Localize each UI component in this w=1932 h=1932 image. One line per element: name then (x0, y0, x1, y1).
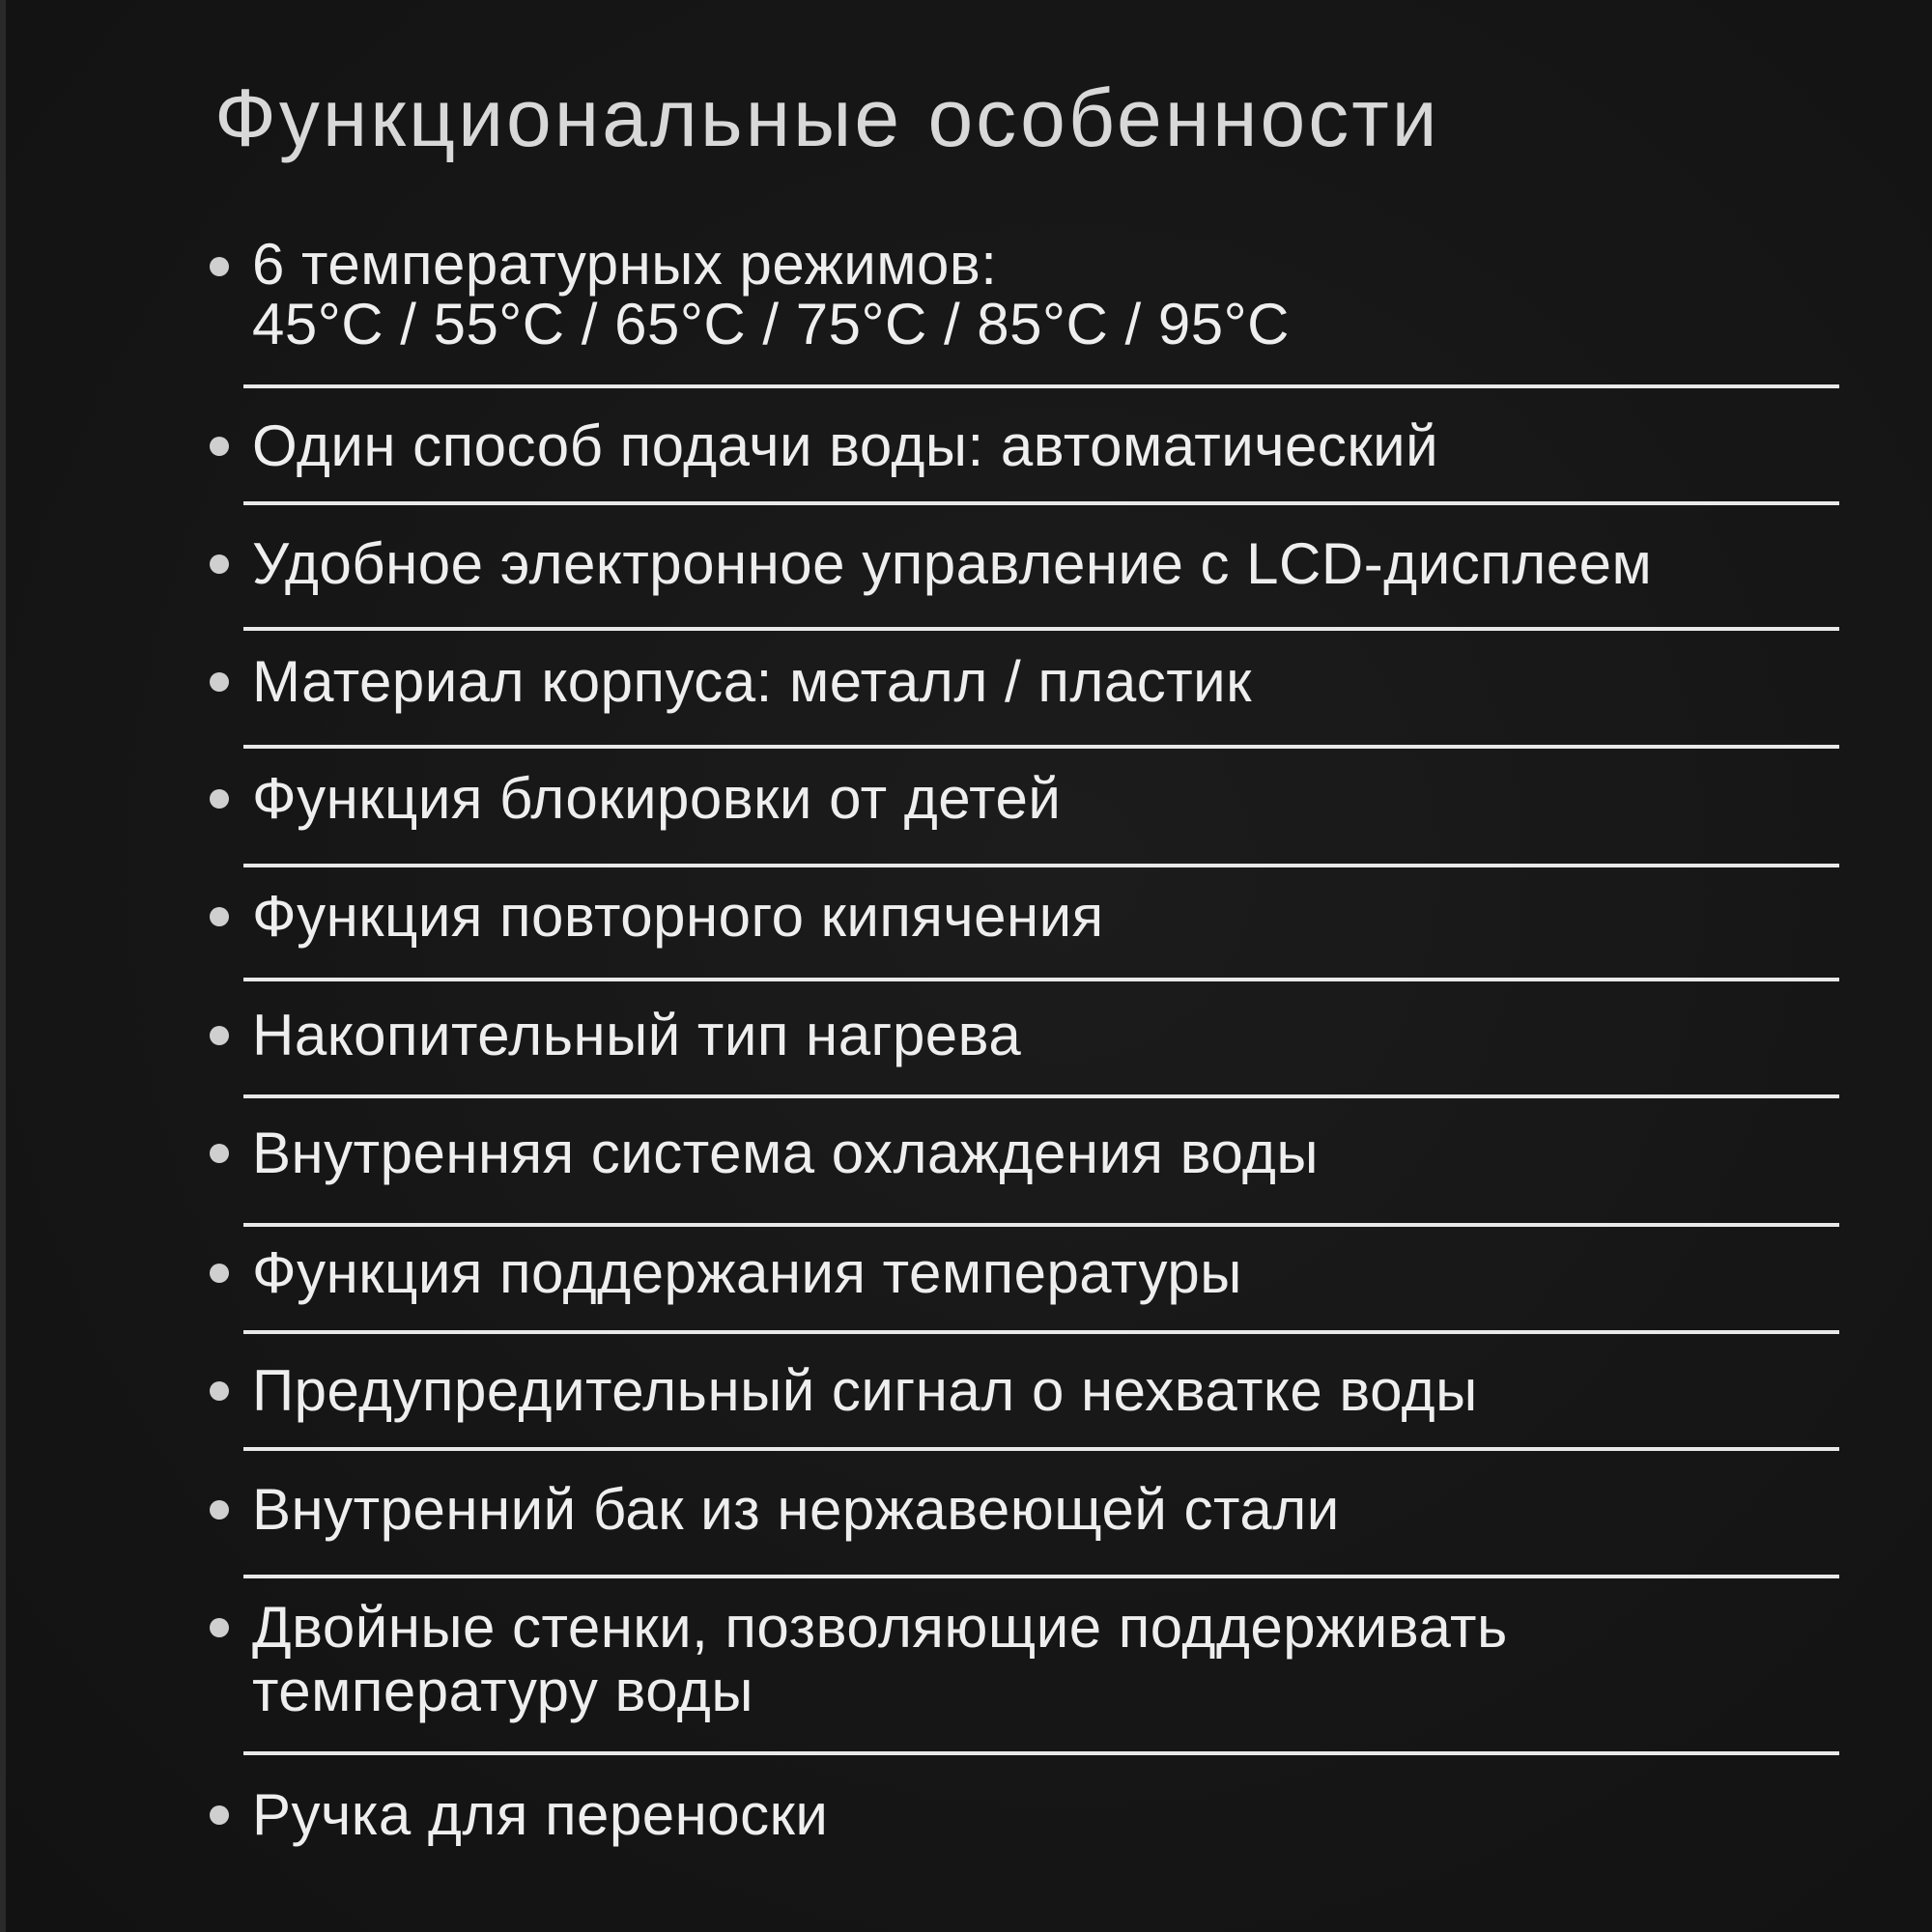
feature-item (198, 1782, 1840, 1850)
feature-text: Накопительный тип нагрева (252, 1003, 1022, 1067)
feature-item (198, 1477, 1840, 1545)
bullet-icon (210, 1618, 229, 1637)
feature-item (198, 1003, 1840, 1070)
feature-item (198, 884, 1840, 952)
feature-item (198, 531, 1840, 599)
feature-text: Функция повторного кипячения (252, 884, 1104, 949)
feature-text: Предупредительный сигнал о нехватке воды (252, 1358, 1478, 1423)
bullet-icon (210, 437, 229, 456)
bullet-icon (210, 907, 229, 926)
feature-item (198, 1240, 1840, 1308)
divider (243, 627, 1839, 631)
feature-text: Функция блокировки от детей (252, 766, 1062, 831)
feature-text: Внутренняя система охлаждения воды (252, 1121, 1320, 1185)
divider (243, 1223, 1839, 1227)
feature-item (198, 1121, 1840, 1188)
feature-text: Один способ подачи воды: автоматический (252, 413, 1439, 478)
feature-item (198, 649, 1840, 717)
bullet-icon (210, 1026, 229, 1045)
feature-item (198, 1358, 1840, 1426)
bullet-icon (210, 1264, 229, 1283)
bullet-icon (210, 257, 229, 276)
divider (243, 1330, 1839, 1334)
bullet-icon (210, 672, 229, 692)
feature-text-continued: температуру воды (252, 1659, 753, 1723)
divider (243, 1751, 1839, 1755)
divider (243, 501, 1839, 505)
feature-text: Ручка для переноски (252, 1782, 829, 1847)
feature-item (198, 232, 1840, 367)
feature-text: Функция поддержания температуры (252, 1240, 1242, 1305)
bullet-icon (210, 789, 229, 809)
feature-text: 6 температурных режимов: (252, 232, 998, 297)
bullet-icon (210, 1805, 229, 1825)
feature-text: Материал корпуса: металл / пластик (252, 649, 1252, 714)
feature-item (198, 766, 1840, 834)
divider (243, 864, 1839, 867)
feature-item (198, 1595, 1840, 1730)
feature-text: Удобное электронное управление с LCD-дисплеем (252, 531, 1653, 596)
page-title: Функциональные особенности (214, 72, 1440, 163)
divider (243, 1094, 1839, 1098)
box-edge (0, 0, 6, 1932)
feature-text: Внутренний бак из нержавеющей стали (252, 1477, 1340, 1542)
feature-text-continued: 45°C / 55°C / 65°C / 75°C / 85°C / 95°C (252, 292, 1290, 356)
feature-item (198, 413, 1840, 481)
divider (243, 1575, 1839, 1578)
bullet-icon (210, 1500, 229, 1520)
feature-text: Двойные стенки, позволяющие поддерживать (252, 1595, 1508, 1660)
bullet-icon (210, 1144, 229, 1163)
bullet-icon (210, 554, 229, 574)
divider (243, 1447, 1839, 1451)
divider (243, 384, 1839, 388)
divider (243, 745, 1839, 749)
divider (243, 978, 1839, 981)
bullet-icon (210, 1381, 229, 1401)
